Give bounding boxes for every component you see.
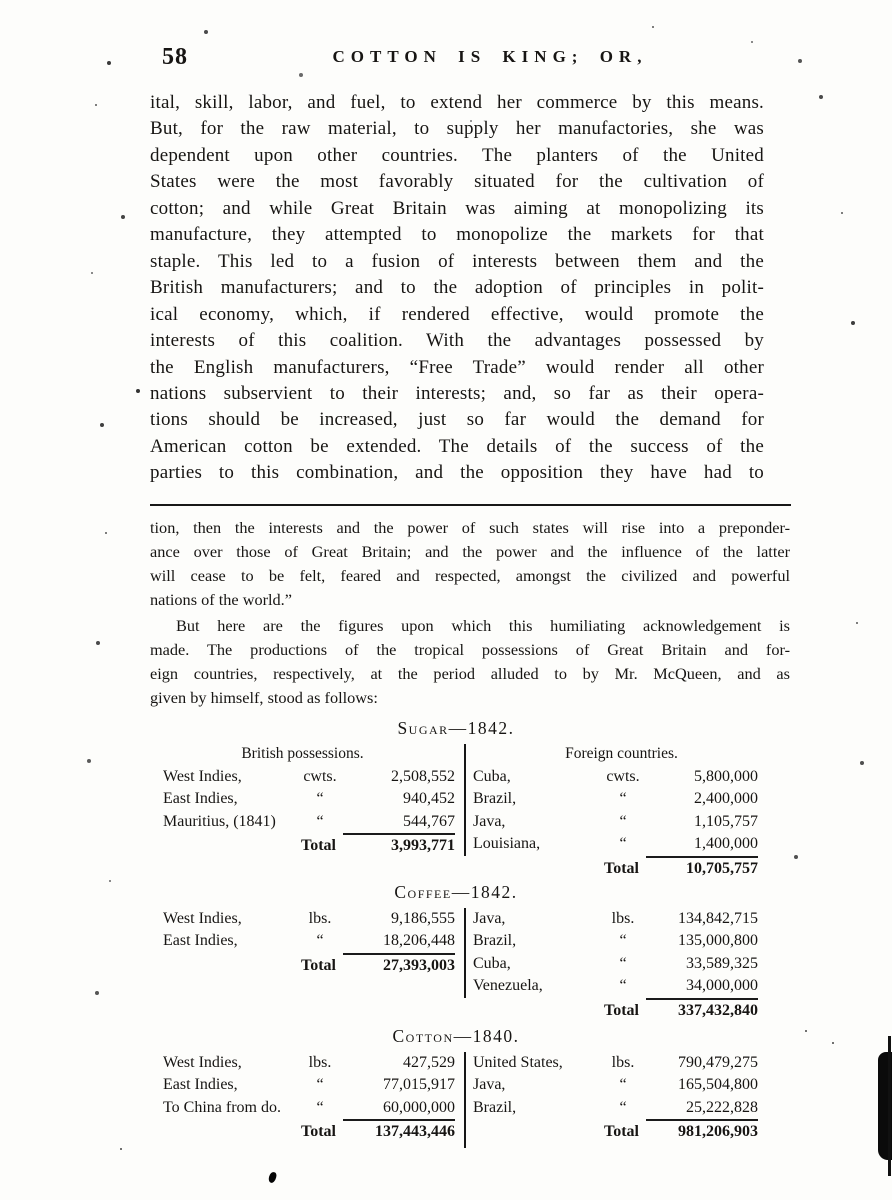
row-value: 2,400,000	[694, 790, 758, 808]
row-value: 940,452	[403, 790, 455, 808]
row-label: East Indies,	[163, 1076, 238, 1094]
table-row	[473, 788, 758, 810]
table-column-foreign	[473, 908, 758, 1020]
table-total-row	[473, 998, 758, 1020]
row-unit: cwts.	[606, 768, 640, 785]
total-label: Total	[301, 837, 336, 855]
row-label: West Indies,	[163, 768, 242, 785]
footnote-divider-rule	[150, 504, 791, 506]
column-divider-rule	[464, 1052, 466, 1148]
total-value: 3,993,771	[343, 833, 455, 857]
row-unit: “	[619, 977, 627, 995]
total-value: 27,393,003	[343, 953, 455, 977]
table-total-row	[163, 1119, 455, 1141]
row-label: Java,	[473, 812, 506, 830]
table-row	[473, 1097, 758, 1119]
text-line: made. The productions of the tropical possessions of Great Britain and for-	[150, 640, 790, 659]
page-number: 58	[162, 44, 188, 70]
total-value: 337,432,840	[646, 998, 758, 1022]
table-column-british	[150, 1052, 455, 1142]
total-label: Total	[604, 1001, 639, 1019]
text-line: staple. This led to a fusion of interests between them and the	[150, 250, 764, 272]
row-value: 77,015,917	[383, 1076, 455, 1094]
total-label: Total	[604, 859, 639, 877]
row-unit: lbs.	[611, 1054, 635, 1071]
table-title: Sugar—1842.	[397, 718, 515, 738]
row-label: Cuba,	[473, 768, 511, 785]
text-line: tions should be increased, just so far would the demand for	[150, 409, 764, 431]
scan-noise-specks	[0, 0, 2, 2]
row-value: 9,186,555	[391, 910, 455, 927]
text-line: ical economy, which, if rendered effective, would promote the	[150, 303, 764, 325]
table-sugar-1842	[150, 716, 762, 878]
row-unit: “	[316, 1098, 324, 1116]
row-value: 5,800,000	[694, 768, 758, 785]
text-line: the English manufacturers, “Free Trade” would render all other	[150, 356, 764, 378]
table-title: Cotton—1840.	[392, 1026, 520, 1046]
table-row	[473, 953, 758, 975]
table-row	[473, 908, 758, 930]
row-label: West Indies,	[163, 1054, 242, 1071]
total-value: 10,705,757	[646, 856, 758, 880]
text-line: will cease to be felt, feared and respected, amongst the civilized and powerful	[150, 566, 790, 585]
footnote-quote-paragraph	[150, 516, 790, 612]
table-row	[473, 766, 758, 788]
ink-blot	[268, 1171, 277, 1183]
row-label: Brazil,	[473, 790, 517, 808]
row-label: United States,	[473, 1054, 563, 1071]
row-value: 1,400,000	[694, 835, 758, 853]
table-row	[163, 930, 455, 952]
table-row	[473, 975, 758, 997]
row-unit: “	[619, 954, 627, 972]
table-total-row	[473, 1119, 758, 1141]
text-line: nations of the world.”	[150, 590, 292, 609]
text-line: tion, then the interests and the power of such states will rise into a preponder-	[150, 518, 790, 537]
row-unit: “	[619, 932, 627, 950]
row-label: To China from do.	[163, 1098, 281, 1116]
running-title: COTTON IS KING; OR,	[332, 47, 648, 66]
row-unit: “	[619, 1076, 627, 1094]
text-line: given by himself, stood as follows:	[150, 688, 378, 707]
table-row	[473, 811, 758, 833]
table-cotton-1840	[150, 1024, 762, 1142]
row-unit: cwts.	[303, 768, 337, 785]
row-unit: lbs.	[308, 1054, 332, 1071]
text-line: manufacture, they attempted to monopolize the markets for that	[150, 224, 764, 246]
table-column-foreign	[473, 766, 758, 878]
text-line: British manufacturers; and to the adoption of principles in polit-	[150, 277, 764, 299]
row-unit: “	[619, 812, 627, 830]
text-line: cotton; and while Great Britain was aiming at monopolizing its	[150, 197, 764, 219]
text-line: parties to this combination, and the opposition they have had to	[150, 462, 764, 484]
row-label: East Indies,	[163, 932, 238, 950]
text-line: nations subservient to their interests; and, so far as their opera-	[150, 382, 764, 404]
total-label: Total	[301, 956, 336, 974]
total-label: Total	[301, 1123, 336, 1141]
text-line: But here are the figures upon which this humiliating acknowledgement is	[176, 616, 790, 635]
row-unit: “	[316, 790, 324, 808]
row-label: Cuba,	[473, 954, 511, 972]
column-header-british: British possessions.	[241, 745, 364, 762]
text-line: ital, skill, labor, and fuel, to extend her commerce by this means.	[150, 92, 764, 113]
total-value: 981,206,903	[646, 1119, 758, 1143]
table-total-row	[163, 953, 455, 975]
row-value: 544,767	[403, 812, 455, 830]
table-coffee-1842	[150, 880, 762, 1020]
table-row	[163, 908, 455, 930]
body-paragraph	[150, 90, 764, 487]
row-label: Brazil,	[473, 932, 517, 950]
row-unit: lbs.	[308, 910, 332, 927]
total-value: 137,443,446	[343, 1119, 455, 1143]
table-row	[163, 788, 455, 810]
total-label: Total	[604, 1123, 639, 1141]
text-line: interests of this coalition. With the advantages possessed by	[150, 330, 764, 352]
row-value: 2,508,552	[391, 768, 455, 785]
row-unit: “	[316, 932, 324, 950]
table-row	[473, 1052, 758, 1074]
table-row	[473, 833, 758, 855]
column-divider-rule	[464, 744, 466, 856]
table-total-row	[473, 856, 758, 878]
text-line: States were the most favorably situated for the cultivation of	[150, 171, 764, 193]
row-label: Venezuela,	[473, 977, 543, 995]
text-line: ance over those of Great Britain; and the power and the influence of the latter	[150, 542, 790, 561]
row-value: 18,206,448	[383, 932, 455, 950]
row-value: 135,000,800	[678, 932, 758, 950]
row-label: Louisiana,	[473, 835, 541, 853]
column-header-foreign: Foreign countries.	[565, 745, 678, 762]
row-value: 134,842,715	[678, 910, 758, 927]
row-value: 1,105,757	[694, 812, 758, 830]
row-value: 33,589,325	[686, 954, 758, 972]
row-value: 25,222,828	[686, 1098, 758, 1116]
row-label: Java,	[473, 1076, 506, 1094]
table-row	[473, 1074, 758, 1096]
row-value: 427,529	[403, 1054, 455, 1071]
column-divider-rule	[464, 908, 466, 998]
table-row	[163, 766, 455, 788]
row-unit: “	[619, 1098, 627, 1116]
row-unit: “	[619, 790, 627, 808]
row-label: Java,	[473, 910, 506, 927]
text-line: dependent upon other countries. The planters of the United	[150, 144, 764, 166]
table-row	[163, 1097, 455, 1119]
table-row	[163, 811, 455, 833]
table-column-british	[150, 766, 455, 878]
text-line: But, for the raw material, to supply her manufactories, she was	[150, 118, 764, 140]
row-label: Mauritius, (1841)	[163, 812, 276, 830]
table-row	[163, 1052, 455, 1074]
row-value: 165,504,800	[678, 1076, 758, 1094]
table-row	[163, 1074, 455, 1096]
table-column-british	[150, 908, 455, 1020]
text-line: eign countries, respectively, at the period alluded to by Mr. McQueen, and as	[150, 664, 790, 683]
table-title: Coffee—1842.	[394, 882, 518, 902]
row-label: East Indies,	[163, 790, 238, 808]
table-total-row	[163, 833, 455, 855]
text-line: American cotton be extended. The details of the success of the	[150, 435, 764, 457]
scan-edge-line	[888, 1036, 891, 1176]
row-unit: “	[316, 1076, 324, 1094]
row-label: West Indies,	[163, 910, 242, 927]
table-row	[473, 930, 758, 952]
row-value: 60,000,000	[383, 1098, 455, 1116]
row-value: 790,479,275	[678, 1054, 758, 1071]
row-unit: “	[316, 812, 324, 830]
row-label: Brazil,	[473, 1098, 517, 1116]
row-unit: lbs.	[611, 910, 635, 927]
row-unit: “	[619, 835, 627, 853]
row-value: 34,000,000	[686, 977, 758, 995]
table-column-headers	[150, 744, 762, 766]
footnote-intro-paragraph	[150, 614, 790, 710]
table-column-foreign	[473, 1052, 758, 1142]
